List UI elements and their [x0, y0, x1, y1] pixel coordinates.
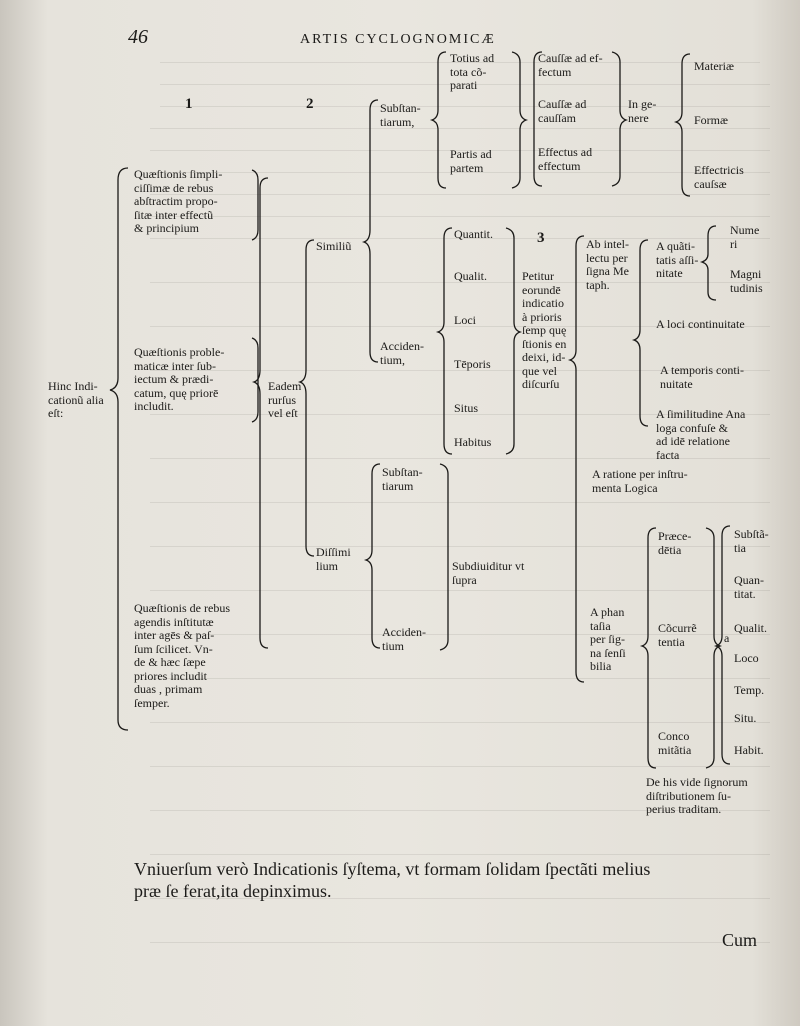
- numeral-three: 3: [537, 230, 545, 246]
- accidentium-dissimilium: Acciden- tium: [382, 625, 426, 653]
- a-phantasia-per-signa: A phan taſia per ſig- na ſenſi bilia: [590, 605, 626, 673]
- acc-item-habitus: Habitus: [454, 435, 492, 449]
- praecedentia: Præce- dētia: [658, 529, 692, 557]
- causse-ad-effectum: Cauſſæ ad ef- fectum: [538, 51, 603, 79]
- effectricis-caussae: Effectricis cauſsæ: [694, 163, 744, 191]
- loco: Loco: [734, 651, 759, 665]
- petitur-eorundem-indicatio: Petitur eorundē indicatio à prioris ſemp quę ſtionis en deixi, id- que vel diſcurſu: [522, 269, 567, 391]
- materiae: Materiæ: [694, 59, 734, 73]
- quaestionis-problematicae: Quæſtionis proble- maticæ inter ſub- iectum & prædi- catum, quę priorē includit.: [134, 345, 225, 413]
- a-quantitatis-affinitate: A quãti- tatis aſſi- nitate: [656, 239, 699, 280]
- qualitate: Qualit.: [734, 621, 767, 635]
- accidentium-similium: Acciden- tium,: [380, 339, 424, 367]
- acc-item-qualitas: Qualit.: [454, 269, 487, 283]
- situ: Situ.: [734, 711, 757, 725]
- similium: Similiũ: [316, 239, 352, 253]
- habitu: Habit.: [734, 743, 764, 757]
- substantia: Subſtã- tia: [734, 527, 769, 555]
- a-similitudine-analoga: A ſimilitudine Ana loga confuſe & ad idē relatione facta: [656, 407, 746, 462]
- substantiarum-similium: Subſtan- tiarum,: [380, 101, 421, 129]
- a-loci-continuitate: A loci continuitate: [656, 317, 745, 331]
- numeral-two: 2: [306, 96, 314, 112]
- label-a: a: [724, 631, 730, 645]
- numeral-one: 1: [185, 96, 193, 112]
- acc-item-temporis: Tēporis: [454, 357, 491, 371]
- substantiarum-dissimilium: Subſtan- tiarum: [382, 465, 423, 493]
- acc-item-quantitas: Quantit.: [454, 227, 493, 241]
- numeri: Nume ri: [730, 223, 760, 251]
- subdividitur-vt-supra: Subdiuiditur vt ſupra: [452, 559, 525, 587]
- magnitudinis: Magni tudinis: [730, 267, 763, 295]
- running-title: ARTIS CYCLOGNOMICÆ: [300, 32, 496, 47]
- totius-ad-tota: Totius ad tota cõ- parati: [450, 51, 495, 92]
- ab-intellectu-per-signa: Ab intel- lectu per ſigna Me taph.: [586, 237, 629, 292]
- a-ratione-per-instrumenta: A ratione per inſtru- menta Logica: [592, 467, 688, 495]
- quantitate: Quan- titat.: [734, 573, 764, 601]
- concomitantia: Conco mitãtia: [658, 729, 692, 757]
- page-number: 46: [128, 26, 148, 48]
- in-genere: In ge- nere: [628, 97, 657, 125]
- eadem-rursus: Eadem rurſus vel eſt: [268, 379, 302, 420]
- quaestionis-simplicissimae: Quæſtionis ſimpli- ciſſimæ de rebus abſtractim propo- ſitæ inter effectũ & principium: [134, 167, 223, 235]
- causse-ad-caussam: Cauſſæ ad cauſſam: [538, 97, 587, 125]
- acc-item-situs: Situs: [454, 401, 479, 415]
- catchword: Cum: [722, 930, 758, 950]
- partis-ad-partem: Partis ad partem: [450, 147, 492, 175]
- concurrentia: Cõcurrẽ tentia: [658, 621, 697, 649]
- root-hinc-indicationum: Hinc Indi- cationũ alia eſt:: [48, 379, 104, 420]
- dissimilium: Diſſimi lium: [316, 545, 351, 573]
- formae: Formæ: [694, 113, 729, 127]
- tempore: Temp.: [734, 683, 765, 697]
- closing-paragraph: Vniuerſum verò Indicationis ſyſtema, vt formam ſolidam ſpectãti melius præ ſe ferat,ita depinximus.: [134, 859, 651, 901]
- effectus-ad-effectum: Effectus ad effectum: [538, 145, 593, 173]
- de-his-vide-signorum: De his vide ſignorum diſtributionem ſu- perius traditam.: [646, 775, 748, 816]
- a-temporis-continuitate: A temporis conti- nuitate: [660, 363, 744, 391]
- quaestionis-de-rebus-agendis: Quæſtionis de rebus agendis inſtitutæ inter agēs & paſ- ſum ſcilicet. Vn- de & hæc ſæpe priores includit duas , primam ſemper.: [134, 601, 230, 710]
- acc-item-loci: Loci: [454, 313, 476, 327]
